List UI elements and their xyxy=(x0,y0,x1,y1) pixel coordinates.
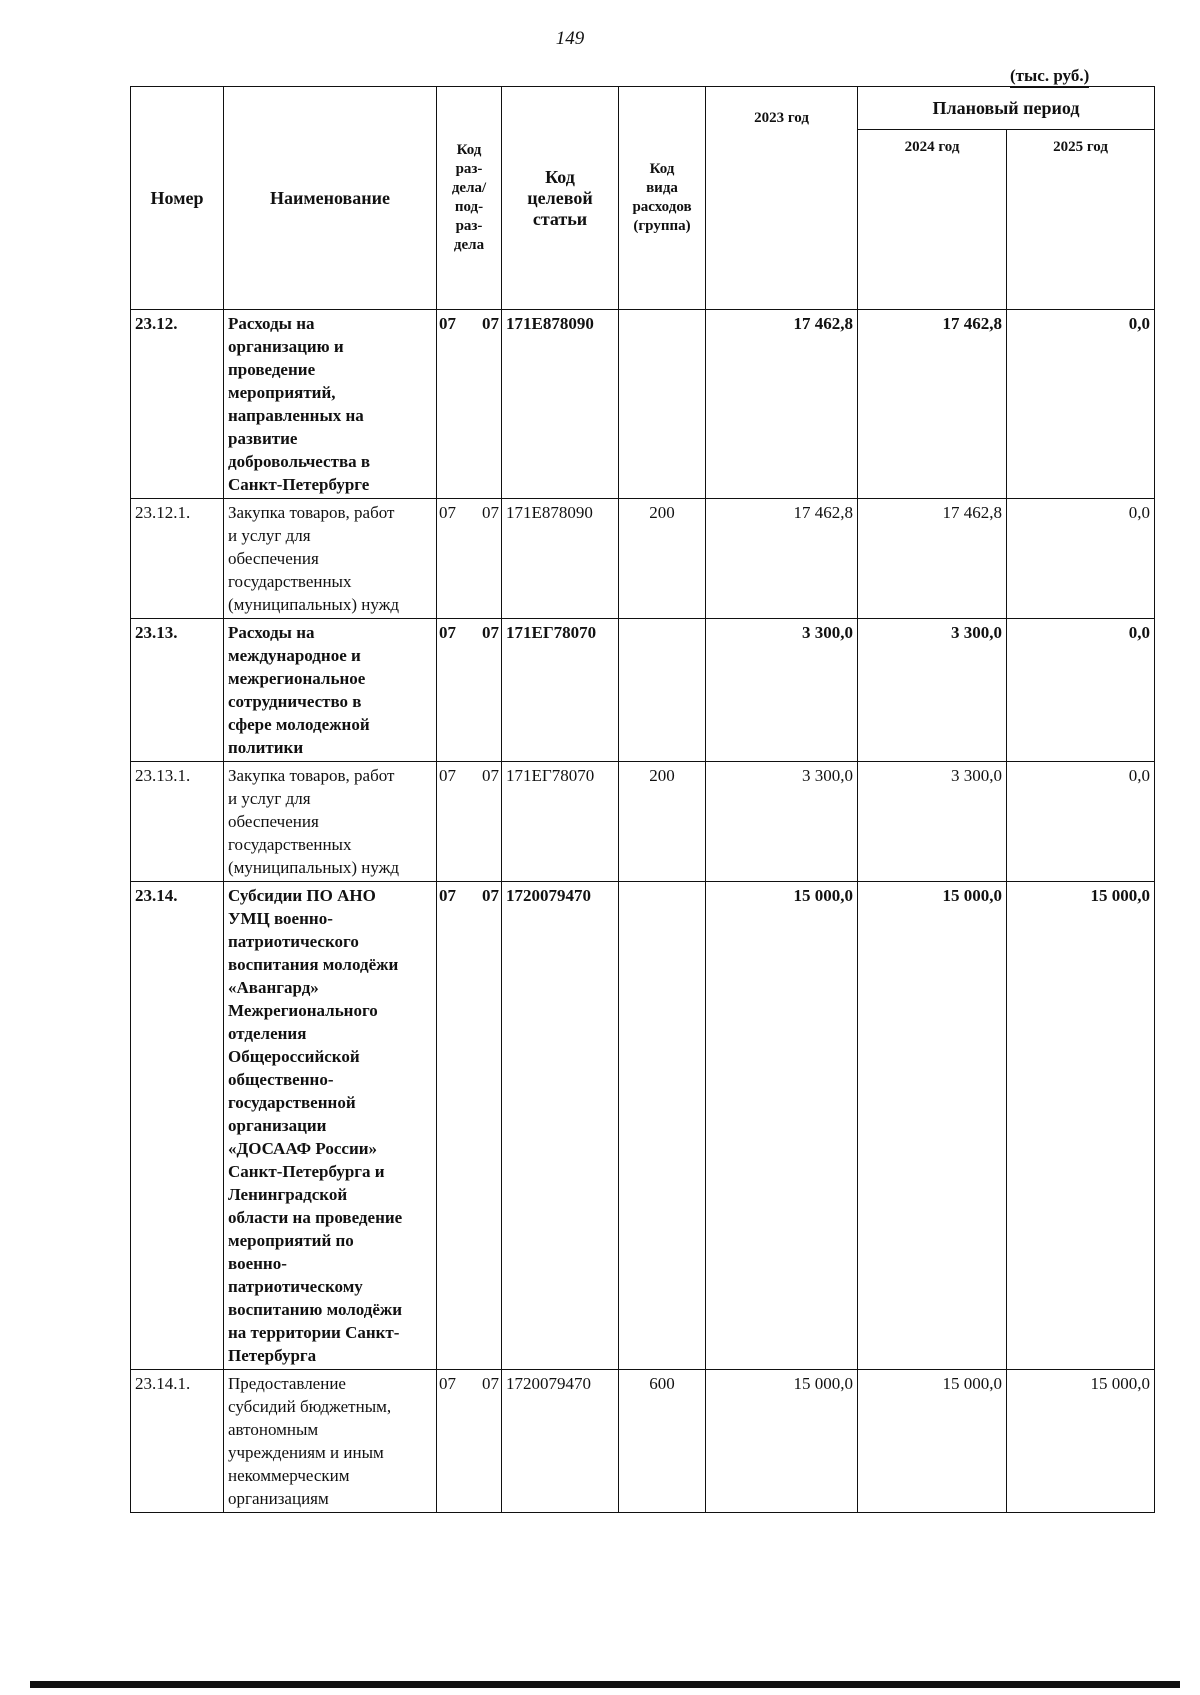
row-name-line: военно- xyxy=(228,1254,287,1273)
row-number: 23.12.1. xyxy=(131,499,224,619)
row-name xyxy=(224,762,437,882)
header-line: дела/ xyxy=(451,180,487,196)
header-year-2024: 2024 год xyxy=(858,130,1007,310)
row-name-line: субсидий бюджетным, xyxy=(228,1397,392,1416)
row-name-line: патриотическому xyxy=(228,1277,363,1296)
row-amount-2025: 0,0 xyxy=(1007,499,1155,619)
row-name-line: проведение xyxy=(228,360,316,379)
row-name-line: политики xyxy=(228,738,304,757)
header-line: расходов xyxy=(632,199,692,215)
header-line: (группа) xyxy=(633,218,691,234)
section-code: 07 xyxy=(439,886,456,905)
table-row xyxy=(131,310,1155,499)
header-line: Код xyxy=(456,142,482,158)
units-label: (тыс. руб.) xyxy=(1010,66,1089,88)
row-amount-2025: 0,0 xyxy=(1007,762,1155,882)
subsection-code: 07 xyxy=(482,503,499,522)
row-section-code xyxy=(437,499,502,619)
row-section-code xyxy=(437,1370,502,1513)
row-name-line: Общероссийской xyxy=(228,1047,360,1066)
row-name-line: межрегиональное xyxy=(228,669,366,688)
row-name-line: отделения xyxy=(228,1024,307,1043)
row-amount-2023: 15 000,0 xyxy=(706,882,858,1370)
header-line: под- xyxy=(454,199,484,215)
row-name-line: УМЦ военно- xyxy=(228,909,333,928)
row-name-line: организацию и xyxy=(228,337,344,356)
row-name-line: направленных на xyxy=(228,406,364,425)
row-name-line: сфере молодежной xyxy=(228,715,370,734)
row-name-line: добровольчества в xyxy=(228,452,371,471)
subsection-code: 07 xyxy=(482,766,499,785)
row-name-line: общественно- xyxy=(228,1070,334,1089)
row-number: 23.14. xyxy=(131,882,224,1370)
header-line: раз- xyxy=(455,218,483,234)
row-name-line: учреждениям и иным xyxy=(228,1443,384,1462)
row-expense-group: 600 xyxy=(619,1370,706,1513)
row-number: 23.13.1. xyxy=(131,762,224,882)
row-name-line: Закупка товаров, работ xyxy=(228,503,395,522)
row-target-code: 171Е878090 xyxy=(502,499,619,619)
table-body xyxy=(131,310,1155,1513)
row-amount-2025: 0,0 xyxy=(1007,619,1155,762)
row-amount-2024: 3 300,0 xyxy=(858,619,1007,762)
row-name xyxy=(224,619,437,762)
section-code: 07 xyxy=(439,1374,456,1393)
row-name-line: Субсидии ПО АНО xyxy=(228,886,376,905)
row-name-line: государственных xyxy=(228,572,352,591)
row-section-code xyxy=(437,619,502,762)
row-expense-group xyxy=(619,310,706,499)
subsection-code: 07 xyxy=(482,623,499,642)
page-number: 149 xyxy=(555,28,585,49)
row-name-line: Межрегионального xyxy=(228,1001,378,1020)
row-name-line: Санкт-Петербурга и xyxy=(228,1162,385,1181)
row-name-line: обеспечения xyxy=(228,549,319,568)
row-amount-2025: 0,0 xyxy=(1007,310,1155,499)
section-code: 07 xyxy=(439,503,456,522)
header-line: дела xyxy=(453,237,485,253)
row-amount-2024: 15 000,0 xyxy=(858,1370,1007,1513)
row-section-code xyxy=(437,762,502,882)
row-amount-2023: 17 462,8 xyxy=(706,499,858,619)
row-section-code xyxy=(437,882,502,1370)
row-expense-group xyxy=(619,619,706,762)
row-amount-2023: 3 300,0 xyxy=(706,762,858,882)
row-name-line: мероприятий, xyxy=(228,383,336,402)
row-name xyxy=(224,499,437,619)
header-expense-type-code xyxy=(619,87,706,310)
row-name-line: Расходы на xyxy=(228,623,315,642)
row-name-line: (муниципальных) нужд xyxy=(228,858,400,877)
row-number: 23.12. xyxy=(131,310,224,499)
section-code: 07 xyxy=(439,314,456,333)
row-target-code: 1720079470 xyxy=(502,882,619,1370)
row-amount-2024: 17 462,8 xyxy=(858,499,1007,619)
row-name-line: государственных xyxy=(228,835,352,854)
header-section-code xyxy=(437,87,502,310)
table-row xyxy=(131,499,1155,619)
header-target-code xyxy=(502,87,619,310)
header-year-2023: 2023 год xyxy=(706,87,858,310)
table-row xyxy=(131,762,1155,882)
header-line: статьи xyxy=(532,208,588,229)
row-expense-group xyxy=(619,882,706,1370)
header-planning-period: Плановый период xyxy=(858,87,1155,130)
row-name-line: государственной xyxy=(228,1093,356,1112)
row-name-line: воспитанию молодёжи xyxy=(228,1300,403,1319)
row-name-line: Санкт-Петербурге xyxy=(228,475,370,494)
header-number: Номер xyxy=(131,87,224,310)
row-expense-group: 200 xyxy=(619,499,706,619)
row-amount-2024: 17 462,8 xyxy=(858,310,1007,499)
header-year-2025: 2025 год xyxy=(1007,130,1155,310)
row-amount-2023: 3 300,0 xyxy=(706,619,858,762)
row-name xyxy=(224,1370,437,1513)
row-name-line: Петербурга xyxy=(228,1346,317,1365)
header-name: Наименование xyxy=(224,87,437,310)
table-row xyxy=(131,619,1155,762)
row-name-line: области на проведение xyxy=(228,1208,403,1227)
row-amount-2025: 15 000,0 xyxy=(1007,1370,1155,1513)
section-code: 07 xyxy=(439,623,456,642)
row-name-line: патриотического xyxy=(228,932,359,951)
header-line: Код xyxy=(649,161,675,177)
row-name-line: Предоставление xyxy=(228,1374,346,1393)
row-target-code: 1720079470 xyxy=(502,1370,619,1513)
row-name-line: международное и xyxy=(228,646,361,665)
bottom-border-bar xyxy=(30,1681,1180,1688)
row-amount-2023: 17 462,8 xyxy=(706,310,858,499)
budget-table xyxy=(130,86,1155,1513)
row-name-line: обеспечения xyxy=(228,812,319,831)
table-row xyxy=(131,882,1155,1370)
row-name-line: «ДОСААФ России» xyxy=(228,1139,378,1158)
row-name-line: и услуг для xyxy=(228,526,311,545)
row-amount-2023: 15 000,0 xyxy=(706,1370,858,1513)
row-name-line: и услуг для xyxy=(228,789,311,808)
table-header xyxy=(131,87,1155,310)
row-name-line: автономным xyxy=(228,1420,319,1439)
row-name-line: сотрудничество в xyxy=(228,692,362,711)
row-name-line: развитие xyxy=(228,429,298,448)
header-line: целевой xyxy=(527,187,593,208)
row-amount-2024: 3 300,0 xyxy=(858,762,1007,882)
row-name xyxy=(224,310,437,499)
table-row xyxy=(131,1370,1155,1513)
row-expense-group: 200 xyxy=(619,762,706,882)
row-name-line: на территории Санкт- xyxy=(228,1323,400,1342)
row-name-line: воспитания молодёжи xyxy=(228,955,399,974)
row-name-line: «Авангард» xyxy=(228,978,319,997)
row-name xyxy=(224,882,437,1370)
row-name-line: (муниципальных) нужд xyxy=(228,595,400,614)
subsection-code: 07 xyxy=(482,1374,499,1393)
row-number: 23.14.1. xyxy=(131,1370,224,1513)
header-line: вида xyxy=(646,180,678,196)
row-number: 23.13. xyxy=(131,619,224,762)
row-name-line: Расходы на xyxy=(228,314,315,333)
row-section-code xyxy=(437,310,502,499)
row-target-code: 171ЕГ78070 xyxy=(502,762,619,882)
header-line: раз- xyxy=(455,161,483,177)
section-code: 07 xyxy=(439,766,456,785)
row-amount-2024: 15 000,0 xyxy=(858,882,1007,1370)
row-name-line: Ленинградской xyxy=(228,1185,348,1204)
row-name-line: некоммерческим xyxy=(228,1466,350,1485)
row-amount-2025: 15 000,0 xyxy=(1007,882,1155,1370)
row-name-line: организациям xyxy=(228,1489,329,1508)
row-name-line: организации xyxy=(228,1116,327,1135)
row-name-line: мероприятий по xyxy=(228,1231,354,1250)
row-name-line: Закупка товаров, работ xyxy=(228,766,395,785)
subsection-code: 07 xyxy=(482,314,499,333)
row-target-code: 171ЕГ78070 xyxy=(502,619,619,762)
subsection-code: 07 xyxy=(482,886,499,905)
row-target-code: 171Е878090 xyxy=(502,310,619,499)
header-line: Код xyxy=(545,166,575,187)
